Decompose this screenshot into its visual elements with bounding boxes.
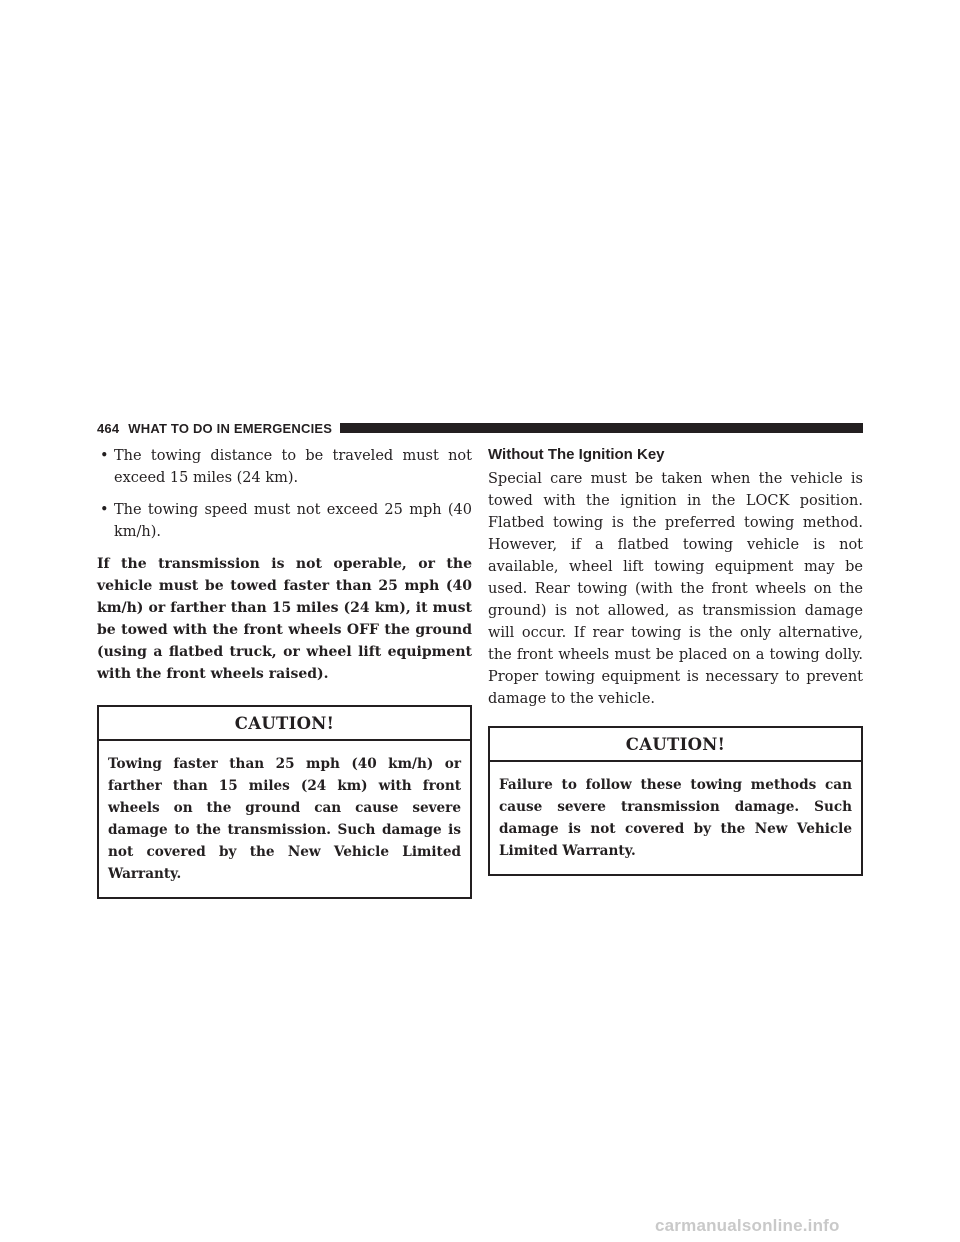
header-rule xyxy=(340,423,863,433)
towing-conditions-list xyxy=(97,445,472,543)
bullet-icon: • xyxy=(100,502,109,518)
page-header xyxy=(97,418,863,438)
right-column xyxy=(488,445,863,876)
caution-title: CAUTION! xyxy=(99,707,470,741)
list-item xyxy=(97,445,472,489)
watermark: carmanualsonline.info xyxy=(655,1216,840,1235)
section-heading: Without The Ignition Key xyxy=(488,446,665,463)
bullet-icon: • xyxy=(100,448,109,464)
caution-text: Failure to follow these towing methods can cause severe transmission damage. Such damage is not covered by the New Vehicle Limited Warranty. xyxy=(499,777,852,859)
list-item-text: The towing speed must not exceed 25 mph (40 km/h). xyxy=(114,502,472,540)
page-number: 464 xyxy=(97,420,120,436)
ignition-key-paragraph: Special care must be taken when the vehicle is towed with the ignition in the LOCK position. Flatbed towing is the preferred towing method. However, if a flatbed towing vehicle is not available, wheel lift towing equipment may be used. Rear towing (with the front wheels on the ground) is not allowed, as transmission damage will occur. If rear towing is the only alternative, the front wheels must be placed on a towing dolly. Proper towing equipment is necessary to prevent damage to the vehicle. xyxy=(488,471,863,707)
caution-box-right xyxy=(488,726,863,876)
caution-box-left xyxy=(97,705,472,899)
list-item-text: The towing distance to be traveled must not exceed 15 miles (24 km). xyxy=(114,448,472,486)
section-title: WHAT TO DO IN EMERGENCIES xyxy=(128,420,333,436)
left-column xyxy=(97,445,472,899)
caution-text: Towing faster than 25 mph (40 km/h) or farther than 15 miles (24 km) with front wheels on the ground can cause severe damage to the transmission. Such damage is not covered by the New Vehicle Limited Warranty. xyxy=(108,756,461,882)
list-item xyxy=(97,499,472,543)
caution-title: CAUTION! xyxy=(490,728,861,762)
transmission-warning-paragraph: If the transmission is not operable, or the vehicle must be towed faster than 25 mph (40 km/h) or farther than 15 miles (24 km), it must be towed with the front wheels OFF the ground (using a flatbed truck, or wheel lift equipment with the front wheels raised). xyxy=(97,556,472,682)
